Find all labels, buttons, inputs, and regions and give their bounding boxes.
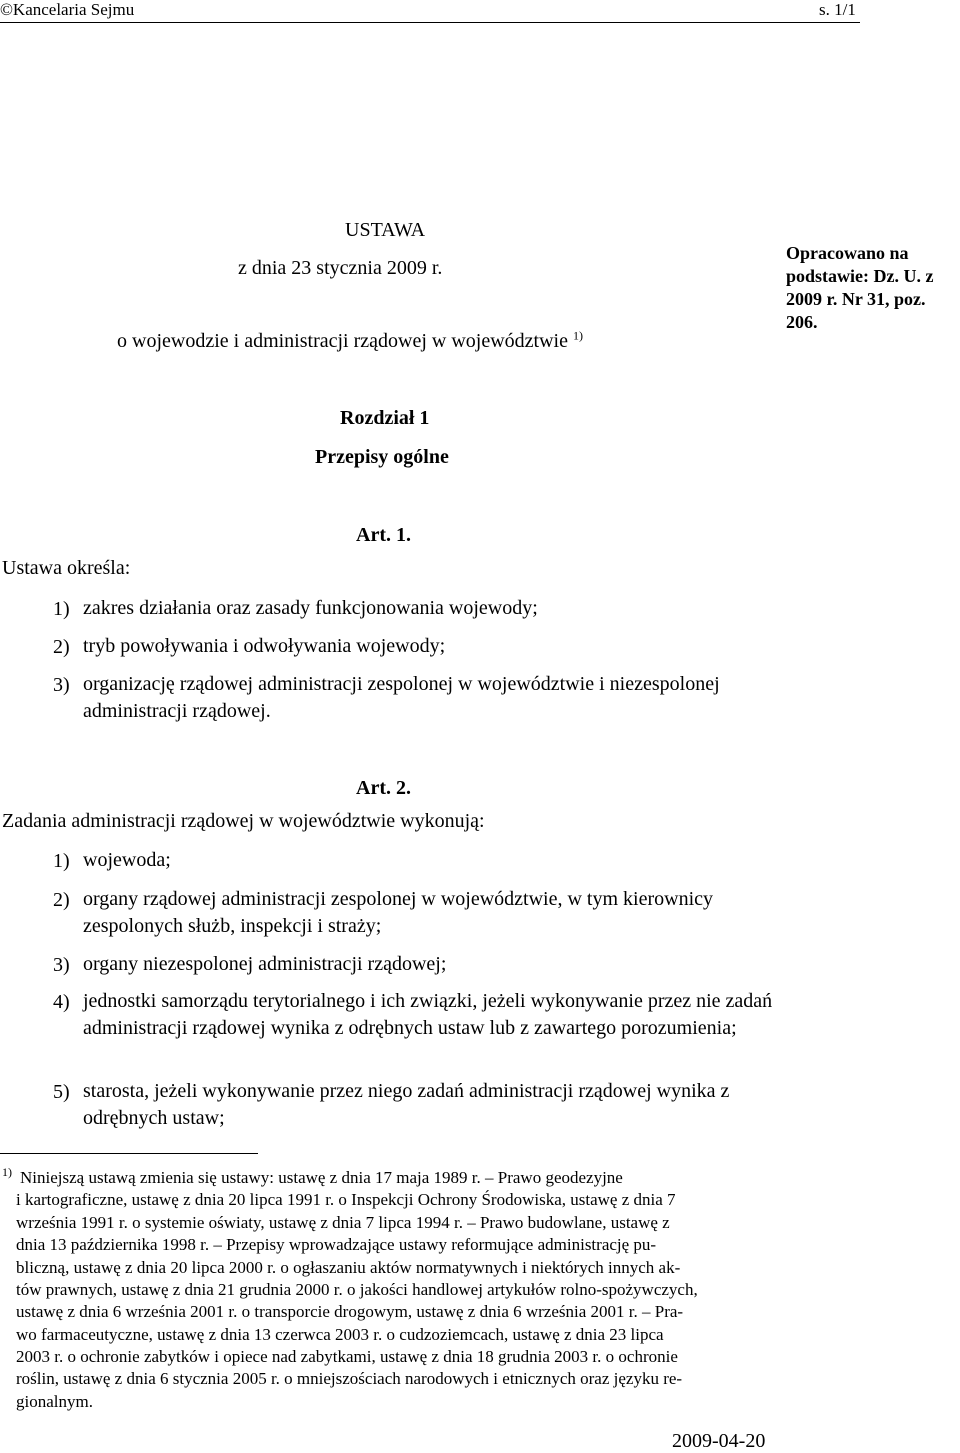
list-item: zakres działania oraz zasady funkcjonowania wojewody; bbox=[83, 597, 538, 619]
source-note: Opracowano na podstawie: Dz. U. z 2009 r. Nr 31, poz. 206. bbox=[786, 243, 934, 332]
footnote-line: ustawę z dnia 6 września 2001 r. o transporcie drogowym, ustawę z dnia 6 września 2001 r. – Pra- bbox=[16, 1302, 684, 1321]
article-2-intro: Zadania administracji rządowej w województwie wykonują: bbox=[2, 810, 485, 832]
list-item: organy niezespolonej administracji rządowej; bbox=[83, 953, 447, 975]
footnote-line: tów prawnych, ustawę z dnia 21 grudnia 2000 r. o jakości handlowej artykułów rolno-spożywczych, bbox=[16, 1280, 698, 1299]
publication-date: 2009-04-20 bbox=[672, 1430, 766, 1452]
act-subject-text: o wojewodzie i administracji rządowej w województwie bbox=[117, 330, 568, 352]
footnote-line: Niniejszą ustawą zmienia się ustawy: ustawę z dnia 17 maja 1989 r. – Prawo geodezyjne bbox=[20, 1168, 623, 1187]
footnote-line: wo farmaceutyczne, ustawę z dnia 13 czerwca 2003 r. o cudzoziemcach, ustawę z dnia 23 lipca bbox=[16, 1325, 664, 1344]
footnote-mark: 1) bbox=[2, 1165, 12, 1179]
article-1-intro: Ustawa określa: bbox=[2, 557, 131, 579]
act-date: z dnia 23 stycznia 2009 r. bbox=[238, 257, 443, 279]
list-item: organizację rządowej administracji zespolonej w województwie i niezespolonej administracji rządowej. bbox=[83, 673, 720, 722]
list-item-number: 1) bbox=[53, 598, 70, 620]
act-subject bbox=[117, 330, 583, 353]
page-number: s. 1/1 bbox=[819, 0, 856, 19]
header-divider bbox=[0, 22, 860, 23]
footnote-line: września 1991 r. o systemie oświaty, ustawę z dnia 7 lipca 1994 r. – Prawo budowlane, ustawę z bbox=[16, 1213, 670, 1232]
footnote-line: roślin, ustawę z dnia 6 stycznia 2005 r. o mniejszościach narodowych i etnicznych oraz języku re- bbox=[16, 1369, 683, 1388]
act-type: USTAWA bbox=[345, 219, 426, 241]
footnote-line: gionalnym. bbox=[16, 1392, 93, 1411]
list-item: starosta, jeżeli wykonywanie przez niego zadań administracji rządowej wynika z odrębnych ustaw; bbox=[83, 1080, 730, 1129]
article-2-label: Art. 2. bbox=[356, 777, 411, 799]
chapter-label: Rozdział 1 bbox=[340, 407, 430, 429]
list-item-number: 4) bbox=[53, 991, 70, 1013]
chapter-name: Przepisy ogólne bbox=[315, 446, 449, 468]
list-item-number: 2) bbox=[53, 636, 70, 658]
list-item-number: 2) bbox=[53, 889, 70, 911]
list-item-number: 3) bbox=[53, 954, 70, 976]
list-item-number: 5) bbox=[53, 1081, 70, 1103]
footnote-line: i kartograficzne, ustawę z dnia 20 lipca 1991 r. o Inspekcji Ochrony Środowiska, ustawę z dnia 7 bbox=[16, 1190, 676, 1209]
copyright-notice: ©Kancelaria Sejmu bbox=[0, 0, 135, 19]
footnote-line: bliczną, ustawę z dnia 20 lipca 2000 r. o ogłaszaniu aktów normatywnych i niektórych innych ak- bbox=[16, 1258, 681, 1277]
list-item: tryb powoływania i odwoływania wojewody; bbox=[83, 635, 446, 657]
footnote-line: 2003 r. o ochronie zabytków i opiece nad zabytkami, ustawę z dnia 18 grudnia 2003 r. o ochronie bbox=[16, 1347, 678, 1366]
list-item: jednostki samorządu terytorialnego i ich związki, jeżeli wykonywanie przez nie zadań administracji rządowej wynika z odrębnych ustaw lub z zawartego porozumienia; bbox=[83, 990, 773, 1039]
footnote-divider bbox=[0, 1153, 258, 1154]
footnote-reference[interactable]: 1) bbox=[572, 328, 583, 343]
list-item: wojewoda; bbox=[83, 849, 171, 871]
footnote-line: dnia 13 października 1998 r. – Przepisy wprowadzające ustawy reformujące administrację pu- bbox=[16, 1235, 657, 1254]
list-item: organy rządowej administracji zespolonej w województwie, w tym kierownicy zespolonych służb, inspekcji i straży; bbox=[83, 888, 714, 937]
list-item-number: 3) bbox=[53, 674, 70, 696]
list-item-number: 1) bbox=[53, 850, 70, 872]
article-1-label: Art. 1. bbox=[356, 524, 411, 546]
